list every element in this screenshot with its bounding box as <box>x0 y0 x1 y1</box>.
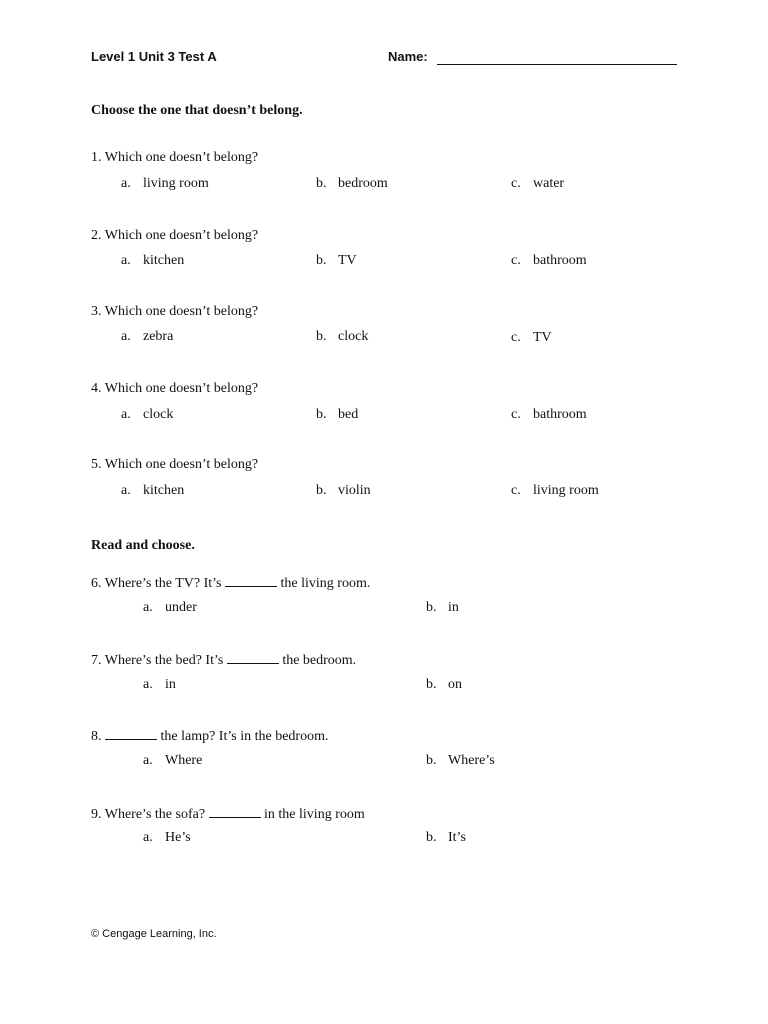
question-4-stem: 4. Which one doesn’t belong? <box>91 381 259 396</box>
option-letter: a. <box>121 407 131 422</box>
stem-before: 7. Where’s the bed? It’s <box>91 653 224 668</box>
question-2-option-b[interactable] <box>316 253 357 269</box>
option-text: clock <box>338 329 369 344</box>
question-5-stem: 5. Which one doesn’t belong? <box>91 457 259 472</box>
option-letter: b. <box>316 483 327 498</box>
option-letter: b. <box>316 329 327 344</box>
option-letter: c. <box>511 176 521 191</box>
question-9-stem <box>91 805 365 823</box>
question-2-stem: 2. Which one doesn’t belong? <box>91 228 259 243</box>
question-2-option-c[interactable] <box>511 253 587 269</box>
test-title: Level 1 Unit 3 Test A <box>91 49 217 64</box>
stem-after: in the living room <box>264 807 365 822</box>
stem-after: the lamp? It’s in the bedroom. <box>160 729 329 744</box>
answer-blank[interactable] <box>227 651 279 664</box>
question-4-option-b[interactable] <box>316 407 358 423</box>
option-letter: b. <box>426 677 437 692</box>
option-text: water <box>533 176 565 191</box>
option-letter: b. <box>316 253 327 268</box>
option-letter: a. <box>143 677 153 692</box>
question-4-option-a[interactable] <box>121 407 173 423</box>
question-3-stem: 3. Which one doesn’t belong? <box>91 304 259 319</box>
question-1-stem: 1. Which one doesn’t belong? <box>91 150 259 165</box>
option-text: bed <box>338 407 359 422</box>
option-text: TV <box>338 253 357 268</box>
question-6-option-a[interactable] <box>143 600 197 616</box>
option-text: TV <box>533 330 552 345</box>
question-9-option-b[interactable] <box>426 830 466 846</box>
answer-blank[interactable] <box>209 805 261 818</box>
question-1-option-b[interactable] <box>316 176 388 192</box>
stem-before: 8. <box>91 729 102 744</box>
option-letter: a. <box>143 830 153 845</box>
option-text: kitchen <box>143 483 185 498</box>
option-letter: a. <box>143 600 153 615</box>
question-5-option-c[interactable] <box>511 483 599 499</box>
question-7-option-a[interactable] <box>143 677 176 693</box>
option-letter: a. <box>143 753 153 768</box>
question-5-option-b[interactable] <box>316 483 371 499</box>
option-text: Where’s <box>448 753 495 768</box>
option-text: in <box>165 677 176 692</box>
section2-instruction: Read and choose. <box>91 538 195 553</box>
name-label: Name: <box>388 49 428 64</box>
copyright-footer: © Cengage Learning, Inc. <box>91 928 217 940</box>
option-letter: c. <box>511 253 521 268</box>
question-6-stem <box>91 574 370 592</box>
option-letter: a. <box>121 253 131 268</box>
name-blank-line[interactable] <box>437 64 677 65</box>
question-3-option-a[interactable] <box>121 329 173 345</box>
option-text: bathroom <box>533 407 587 422</box>
question-6-option-b[interactable] <box>426 600 459 616</box>
stem-after: the bedroom. <box>282 653 357 668</box>
option-text: in <box>448 600 459 615</box>
option-text: bedroom <box>338 176 388 191</box>
option-letter: b. <box>316 407 327 422</box>
option-text: zebra <box>143 329 174 344</box>
option-letter: b. <box>426 830 437 845</box>
option-letter: c. <box>511 330 521 345</box>
question-3-option-b[interactable] <box>316 329 368 345</box>
question-5-option-a[interactable] <box>121 483 184 499</box>
stem-before: 6. Where’s the TV? It’s <box>91 576 222 591</box>
question-9-option-a[interactable] <box>143 830 191 846</box>
option-letter: b. <box>316 176 327 191</box>
option-letter: b. <box>426 753 437 768</box>
option-text: violin <box>338 483 371 498</box>
option-text: It’s <box>448 830 466 845</box>
option-text: He’s <box>165 830 191 845</box>
option-text: on <box>448 677 462 692</box>
question-7-option-b[interactable] <box>426 677 462 693</box>
question-1-option-a[interactable] <box>121 176 209 192</box>
question-8-option-b[interactable] <box>426 753 495 769</box>
question-1-option-c[interactable] <box>511 176 564 192</box>
option-text: clock <box>143 407 174 422</box>
option-letter: a. <box>121 329 131 344</box>
question-8-option-a[interactable] <box>143 753 202 769</box>
option-letter: a. <box>121 483 131 498</box>
stem-before: 9. Where’s the sofa? <box>91 807 206 822</box>
option-text: living room <box>533 483 599 498</box>
option-text: living room <box>143 176 209 191</box>
option-letter: a. <box>121 176 131 191</box>
option-letter: c. <box>511 407 521 422</box>
question-2-option-a[interactable] <box>121 253 184 269</box>
option-text: Where <box>165 753 203 768</box>
answer-blank[interactable] <box>105 727 157 740</box>
question-3-option-c[interactable] <box>511 330 552 346</box>
option-letter: c. <box>511 483 521 498</box>
question-7-stem <box>91 651 356 669</box>
option-text: bathroom <box>533 253 587 268</box>
stem-after: the living room. <box>280 576 371 591</box>
question-8-stem <box>91 727 328 745</box>
question-4-option-c[interactable] <box>511 407 587 423</box>
option-text: kitchen <box>143 253 185 268</box>
option-text: under <box>165 600 197 615</box>
section1-instruction: Choose the one that doesn’t belong. <box>91 103 303 118</box>
answer-blank[interactable] <box>225 574 277 587</box>
option-letter: b. <box>426 600 437 615</box>
